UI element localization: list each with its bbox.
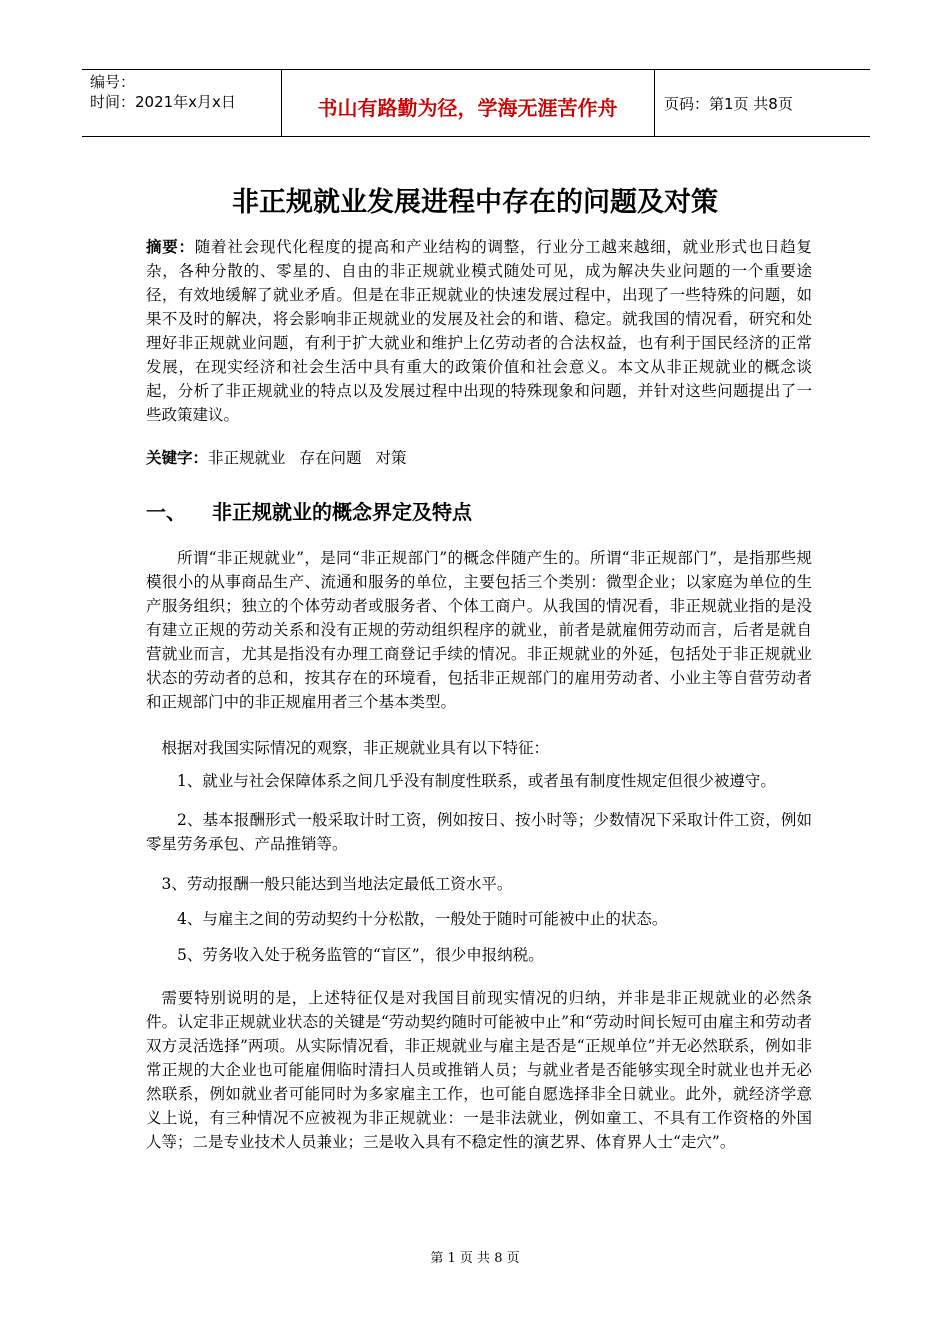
page-footer: 第 1 页 共 8 页	[430, 1251, 520, 1266]
keyword-term: 非正规就业	[208, 449, 286, 467]
feature-item: 2、基本报酬形式一般采取计时工资，例如按日、按小时等；少数情况下采取计件工资，例如零星劳务承包、产品推销等。	[146, 811, 812, 853]
header-page-code: 页码：第1页 共8页	[664, 95, 793, 113]
header-meta	[90, 72, 236, 112]
section-heading	[146, 496, 472, 525]
header-top-rule	[82, 69, 870, 70]
document-title: 非正规就业发展进程中存在的问题及对策	[232, 187, 718, 218]
header-bottom-rule	[82, 136, 870, 137]
keyword-term: 对策	[375, 449, 407, 467]
header-divider-right	[654, 69, 655, 136]
features-lead-paragraph: 根据对我国实际情况的观察，非正规就业具有以下特征：	[161, 739, 550, 757]
feature-item: 4、与雇主之间的劳动契约十分松散，一般处于随时可能被中止的状态。	[177, 910, 668, 928]
time-label: 时间：2021年x月x日	[90, 93, 236, 111]
keyword-term: 存在问题	[299, 449, 362, 467]
number-label: 编号：	[90, 73, 136, 91]
section-number: 一、	[146, 500, 186, 524]
abstract	[146, 235, 812, 427]
keywords-label: 关键字：	[146, 449, 209, 467]
note-paragraph: 需要特别说明的是，上述特征仅是对我国目前现实情况的归纳，并非是非正规就业的必然条件。认定非正规就业状态的关键是“劳动契约随时可能被中止”和“劳动时间长短可由雇主和劳动者双方灵活选择”两项。从实际情况看，非正规就业与雇主是否是“正规单位”并无必然联系，例如非常正规的大企业也可能雇佣临时清扫人员或推销人员；与就业者是否能够实现全时就业也并无必然联系，例如就业者可能同时为多家雇主工作，也可能自愿选择非全日就业。此外，就经济学意义上说，有三种情况不应被视为非正规就业：一是非法就业，例如童工、不具有工作资格的外国人等；二是专业技术人员兼业；三是收入具有不稳定性的演艺界、体育界人士“走穴”。	[146, 989, 812, 1151]
feature-item: 1、就业与社会保障体系之间几乎没有制度性联系，或者虽有制度性规定但很少被遵守。	[177, 772, 776, 790]
section-intro-paragraph: 所谓“非正规就业”，是同“非正规部门”的概念伴随产生的。所谓“非正规部门”，是指那些规模很小的从事商品生产、流通和服务的单位，主要包括三个类别：微型企业；以家庭为单位的生产服务组织；独立的个体劳动者或服务者、个体工商户。从我国的情况看，非正规就业指的是没有建立正规的劳动关系和没有正规的劳动组织程序的就业，前者是就雇佣劳动而言，后者是就自营就业而言，尤其是指没有办理工商登记手续的情况。非正规就业的外延，包括处于非正规就业状态的劳动者的总和，按其存在的环境看，包括非正规部门的雇用劳动者、小业主等自营劳动者和正规部门中的非正规雇用者三个基本类型。	[146, 549, 812, 711]
abstract-text: 随着社会现代化程度的提高和产业结构的调整，行业分工越来越细，就业形式也日趋复杂，各种分散的、零星的、自由的非正规就业模式随处可见，成为解决失业问题的一个重要途径，有效地缓解了就业矛盾。但是在非正规就业的快速发展过程中，出现了一些特殊的问题，如果不及时的解决，将会影响非正规就业的发展及社会的和谐、稳定。就我国的情况看，研究和处理好非正规就业问题，有利于扩大就业和维护上亿劳动者的合法权益，也有利于国民经济的正常发展，在现实经济和社会生活中具有重大的政策价值和社会意义。本文从非正规就业的概念谈起，分析了非正规就业的特点以及发展过程中出现的特殊现象和问题，并针对这些问题提出了一些政策建议。	[146, 238, 812, 424]
section-title: 非正规就业的概念界定及特点	[212, 500, 472, 524]
header-motto: 书山有路勤为径，学海无涯苦作舟	[317, 96, 618, 120]
feature-item: 3、劳动报酬一般只能达到当地法定最低工资水平。	[161, 875, 513, 893]
feature-item: 5、劳务收入处于税务监管的“盲区”，很少申报纳税。	[177, 946, 544, 964]
keywords	[146, 446, 812, 470]
abstract-label: 摘要：	[146, 238, 195, 256]
